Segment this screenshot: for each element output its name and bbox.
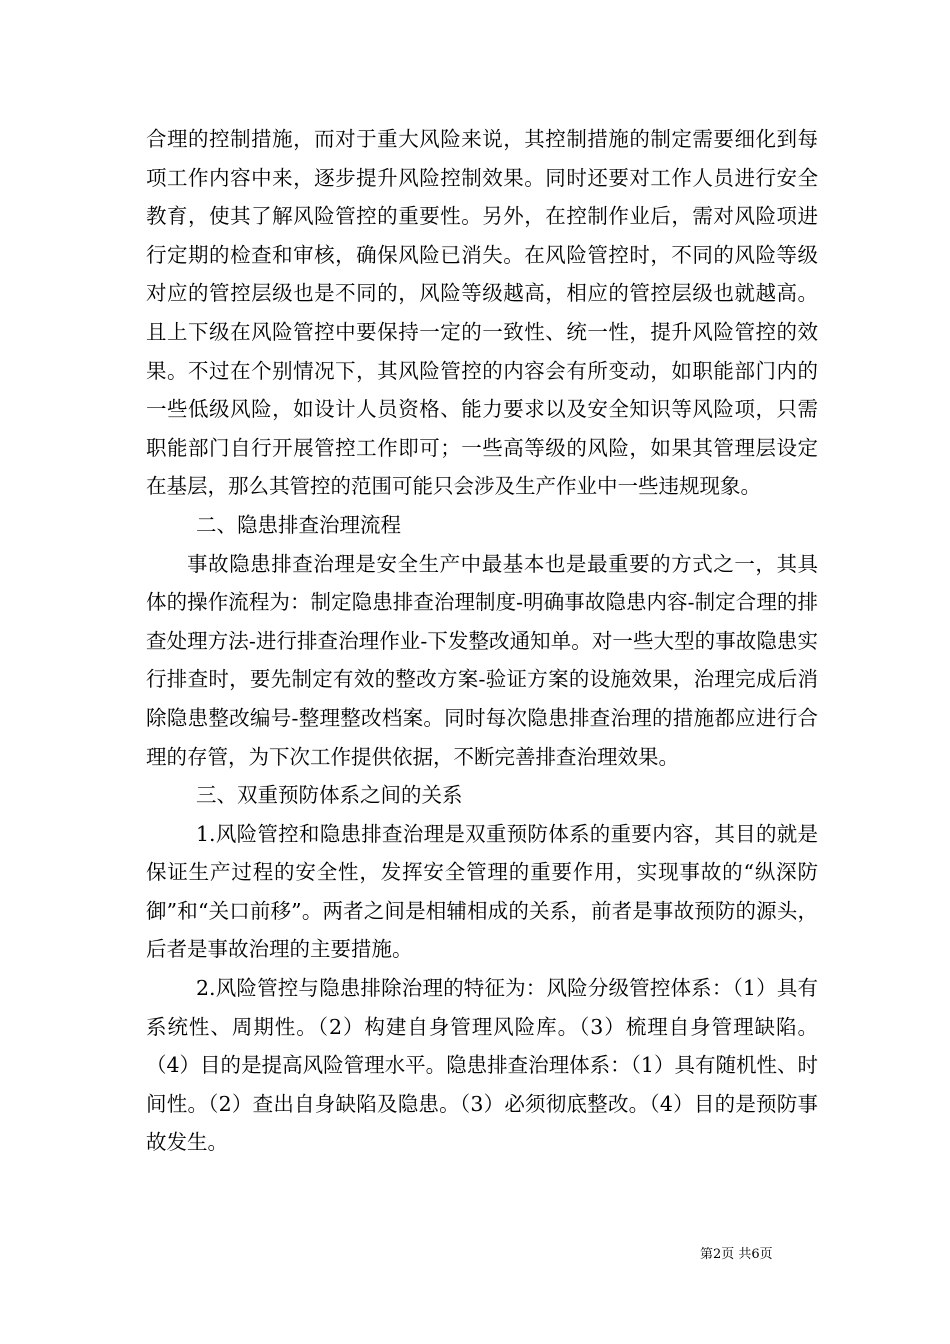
page-number-footer: 第2页 共6页	[700, 1247, 773, 1262]
paragraph-relationship-1: 1.风险管控和隐患排查治理是双重预防体系的重要内容，其目的就是保证生产过程的安全性，发挥安全管理的重要作用，实现事故的“纵深防御”和“关口前移”。两者之间是相辅相成的关系，前者是事故预防的源头，后者是事故治理的主要措施。	[146, 821, 818, 962]
document-body	[146, 120, 818, 1162]
section-heading-hazard-process: 二、隐患排查治理流程	[196, 512, 401, 537]
paragraph-relationship-2: 2.风险管控与隐患排除治理的特征为：风险分级管控体系：（1）具有系统性、周期性。（2）构建自身管理风险库。（3）梳理自身管理缺陷。（4）目的是提高风险管理水平。隐患排查治理体系：（1）具有随机性、时间性。（2）查出自身缺陷及隐患。（3）必须彻底整改。（4）目的是预防事故发生。	[146, 976, 818, 1155]
paragraph-hazard-process: 事故隐患排查治理是安全生产中最基本也是最重要的方式之一，其具体的操作流程为：制定隐患排查治理制度-明确事故隐患内容-制定合理的排查处理方法-进行排查治理作业-下发整改通知单。对一些大型的事故隐患实行排查时，要先制定有效的整改方案-验证方案的设施效果，治理完成后消除隐患整改编号-整理整改档案。同时每次隐患排查治理的措施都应进行合理的存管，为下次工作提供依据，不断完善排查治理效果。	[146, 551, 818, 769]
section-heading-dual-prevention: 三、双重预防体系之间的关系	[196, 783, 463, 808]
paragraph-risk-control-continued: 合理的控制措施，而对于重大风险来说，其控制措施的制定需要细化到每项工作内容中来，逐步提升风险控制效果。同时还要对工作人员进行安全教育，使其了解风险管控的重要性。另外，在控制作业后，需对风险项进行定期的检查和审核，确保风险已消失。在风险管控时，不同的风险等级对应的管控层级也是不同的，风险等级越高，相应的管控层级也就越高。且上下级在风险管控中要保持一定的一致性、统一性，提升风险管控的效果。不过在个别情况下，其风险管控的内容会有所变动，如职能部门内的一些低级风险，如设计人员资格、能力要求以及安全知识等风险项，只需职能部门自行开展管控工作即可；一些高等级的风险，如果其管理层设定在基层，那么其管控的范围可能只会涉及生产作业中一些违规现象。	[146, 127, 818, 499]
